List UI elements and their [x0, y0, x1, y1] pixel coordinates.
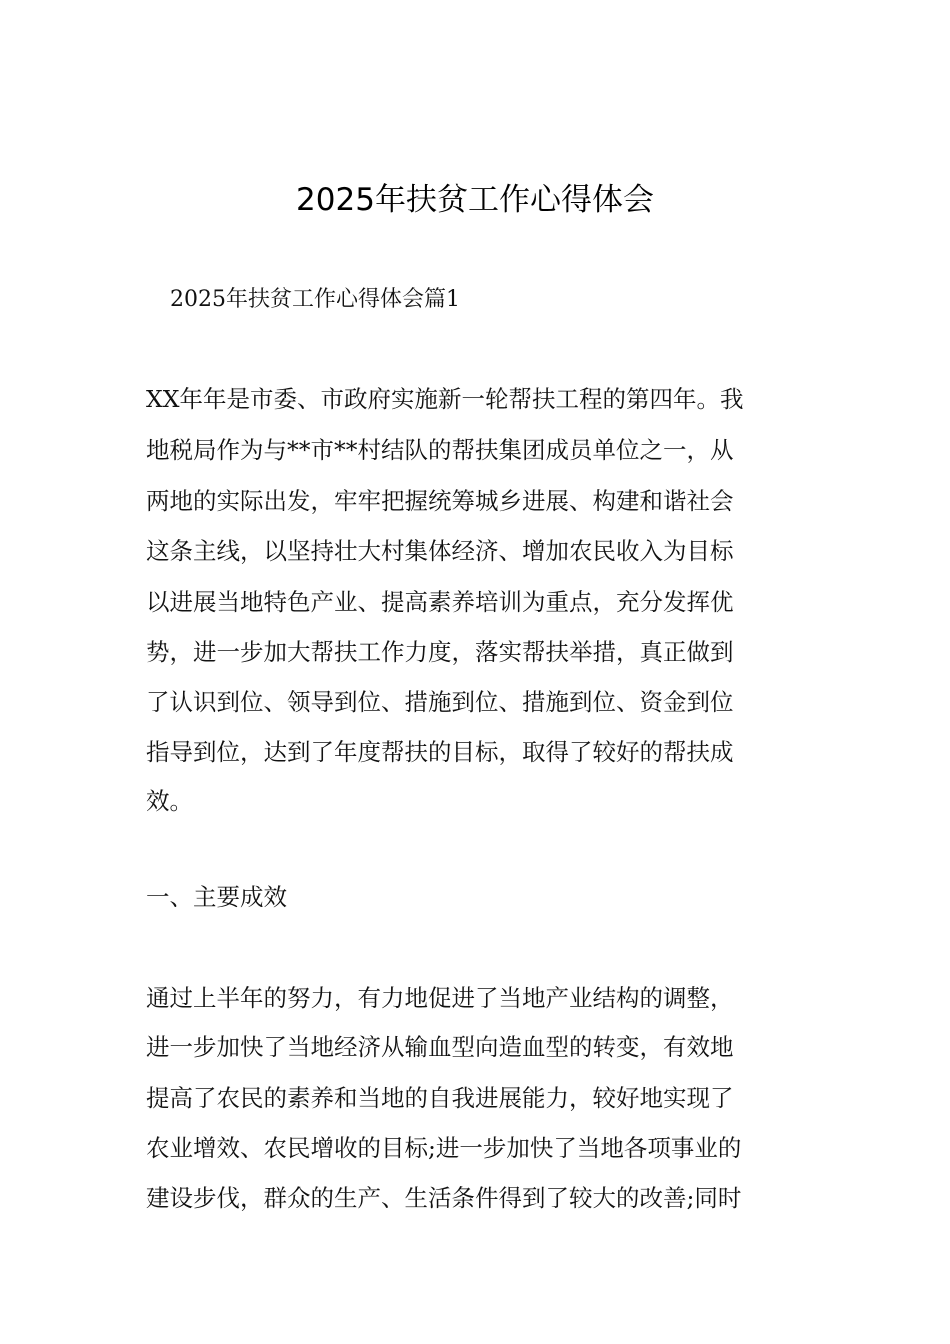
- paragraph-line: 地税局作为与**市**村结队的帮扶集团成员单位之一，从: [146, 436, 734, 464]
- paragraph-line: 两地的实际出发，牢牢把握统筹城乡进展、构建和谐社会: [146, 487, 734, 515]
- paragraph-line: 效。: [146, 787, 193, 815]
- document-subtitle: 2025年扶贫工作心得体会篇1: [170, 287, 460, 312]
- paragraph-line: 以进展当地特色产业、提高素养培训为重点，充分发挥优: [146, 588, 734, 616]
- paragraph-line: 农业增效、农民增收的目标;进一步加快了当地各项事业的: [146, 1134, 742, 1162]
- paragraph-line: 通过上半年的努力，有力地促进了当地产业结构的调整，: [146, 984, 734, 1012]
- document-title: 2025年扶贫工作心得体会: [296, 182, 654, 218]
- paragraph-line: XX年年是市委、市政府实施新一轮帮扶工程的第四年。我: [146, 385, 744, 413]
- paragraph-line: 这条主线，以坚持壮大村集体经济、增加农民收入为目标: [146, 537, 734, 565]
- paragraph-line: 提高了农民的素养和当地的自我进展能力，较好地实现了: [146, 1084, 734, 1112]
- paragraph-line: 指导到位，达到了年度帮扶的目标，取得了较好的帮扶成: [146, 738, 734, 766]
- paragraph-line: 进一步加快了当地经济从输血型向造血型的转变，有效地: [146, 1033, 734, 1061]
- paragraph-line: 了认识到位、领导到位、措施到位、措施到位、资金到位: [146, 688, 734, 716]
- paragraph-line: 势，进一步加大帮扶工作力度，落实帮扶举措，真正做到: [146, 638, 734, 666]
- paragraph-line: 建设步伐，群众的生产、生活条件得到了较大的改善;同时: [146, 1184, 742, 1212]
- section-heading: 一、主要成效: [146, 883, 287, 911]
